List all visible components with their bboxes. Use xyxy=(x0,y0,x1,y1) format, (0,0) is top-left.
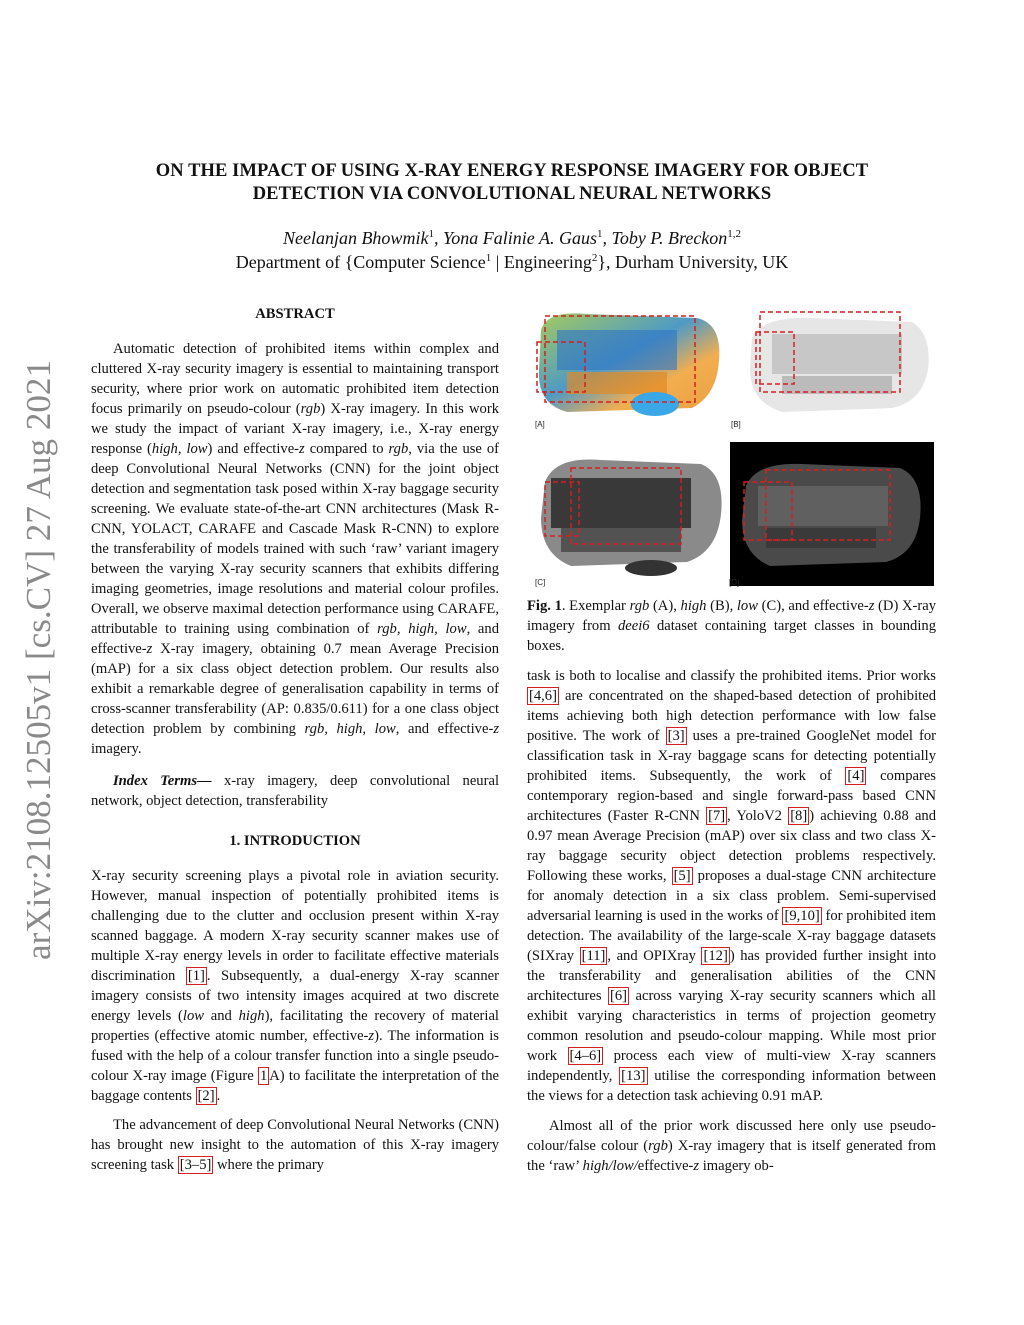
author-2: Yona Falinie A. Gaus xyxy=(442,228,597,248)
citation-link[interactable]: [2] xyxy=(197,1088,215,1104)
xray-image-low xyxy=(531,442,729,580)
citation-link[interactable]: [11] xyxy=(581,948,606,964)
citation-link[interactable]: [1] xyxy=(187,968,205,984)
panel-label-a: [A] xyxy=(535,420,545,429)
affiliation-sup-2: 2 xyxy=(591,252,598,264)
arxiv-identifier-text: arXiv:2108.12505v1 [cs.CV] 27 Aug 2021 xyxy=(19,361,58,960)
citation-link[interactable]: [12] xyxy=(703,948,728,964)
panel-label-d: [D] xyxy=(729,578,740,587)
panel-label-b: [B] xyxy=(731,420,741,429)
xray-image-effective-z xyxy=(730,442,934,586)
citation-link[interactable]: [7] xyxy=(708,808,726,824)
xray-image-rgb xyxy=(527,300,727,424)
author-sep: , xyxy=(433,228,443,248)
affiliation-post: }, Durham University, UK xyxy=(597,252,789,272)
author-sep: , xyxy=(602,228,612,248)
abstract-text: Automatic detection of prohibited items within complex and cluttered X-ray security imagery is essential to maintaining transport security, where prior work on automatic prohibited item detection focus primarily on pseudo-colour (rgb) X-ray imagery. In this work we study the impact of variant X-ray imagery, i.e., X-ray energy response (high, low) and effective-z compared to rgb, via the use of deep Convolutional Neural Networks (CNN) for the joint object detection and segmentation task posed within X-ray baggage security screening. We evaluate state-of-the-art CNN architectures (Mask R-CNN, YOLACT, CARAFE and Cascade Mask R-CNN) to explore the transferability of models trained with such ‘raw’ variant imagery between the varying X-ray security scanners that exhibits differing imaging geometries, image resolutions and material colour profiles. Overall, we observe maximal detection performance using CARAFE, attributable to training using combination of rgb, high, low, and effective-z X-ray imagery, obtaining 0.7 mean Average Precision (mAP) for a six class object detection problem. Our results also exhibit a remarkable degree of generalisation capability in terms of cross-scanner transferability (AP: 0.835/0.611) for a one class object detection problem by combining rgb, high, low, and effective-z imagery. xyxy=(91,341,500,757)
arxiv-identifier xyxy=(8,350,64,970)
affiliation-pre: Department of {Computer Science xyxy=(235,252,486,272)
author-2-affil: 1 xyxy=(596,228,603,240)
citation-link[interactable]: [5] xyxy=(673,868,691,884)
citation-link[interactable]: [9,10] xyxy=(784,908,820,924)
panel-label-c: [C] xyxy=(535,578,546,587)
citation-link[interactable]: [13] xyxy=(621,1068,646,1084)
paper-title xyxy=(90,160,934,206)
citation-link[interactable]: [6] xyxy=(610,988,628,1004)
figure-1 xyxy=(527,300,936,592)
xray-image-high xyxy=(732,304,936,420)
citation-link[interactable]: [8] xyxy=(790,808,808,824)
author-3-affil: 1,2 xyxy=(727,228,742,240)
figure-caption: Fig. 1. Exemplar rgb (A), high (B), low (C), and effective-z (D) X-ray imagery from deei6 dataset containing target classes in bounding boxes. xyxy=(527,598,936,654)
title-line-2: DETECTION VIA CONVOLUTIONAL NEURAL NETWORKS xyxy=(252,184,772,204)
title-line-1: ON THE IMPACT OF USING X-RAY ENERGY RESPONSE IMAGERY FOR OBJECT xyxy=(155,161,869,181)
intro-paragraph-1: X-ray security screening plays a pivotal role in aviation security. However, manual inspection of potentially prohibited items is challenging due to the clutter and occlusion present within X-ray scanned baggage. A modern X-ray security scanner makes use of multiple X-ray energy levels in order to facilitate effective materials discrimination [1] . Subsequently, a dual-energy X-ray scanner imagery consists of two intensity images acquired at two discrete energy levels (low and high), facilitating the recovery of material properties (effective atomic number, effective-z). The information is fused with the help of a colour transfer function into a single pseudo-colour X-ray image (Figure 1 A) to facilitate the interpretation of the baggage contents [2] . xyxy=(91,868,499,1104)
affiliation xyxy=(90,246,934,274)
affiliation-sup-1: 1 xyxy=(485,252,492,264)
right-paragraph-2: Almost all of the prior work discussed here only use pseudo-colour/false colour (rgb) X-ray imagery that is itself generated from the ‘raw’ high/low/effective-z imagery ob- xyxy=(527,1118,936,1174)
introduction-heading: 1. INTRODUCTION xyxy=(229,833,361,849)
left-column xyxy=(91,304,499,1175)
index-terms: Index Terms— x-ray imagery, deep convolutional neural network, object detection, transferability xyxy=(91,773,499,809)
right-column xyxy=(527,666,936,1176)
citation-link[interactable]: [3–5] xyxy=(179,1157,212,1173)
author-1: Neelanjan Bhowmik xyxy=(282,228,429,248)
affiliation-mid: | Engineering xyxy=(491,252,592,272)
author-1-affil: 1 xyxy=(428,228,434,240)
figure-link[interactable]: 1 xyxy=(259,1068,268,1084)
abstract-heading: ABSTRACT xyxy=(255,306,335,322)
citation-link[interactable]: [4–6] xyxy=(569,1048,602,1064)
intro-paragraph-2: The advancement of deep Convolutional Neural Networks (CNN) has brought new insight to the automation of this X-ray imagery screening task [3–5] where the primary xyxy=(91,1117,499,1173)
author-3: Toby P. Breckon xyxy=(611,228,728,248)
citation-link[interactable]: [4] xyxy=(847,768,865,784)
citation-link[interactable]: [4,6] xyxy=(529,688,557,704)
right-paragraph-1: task is both to localise and classify the prohibited items. Prior works [4,6] are concentrated on the shaped-based detection of prohibited items achieving both high detection performance with low false positive. The work of [3] uses a pre-trained GoogleNet model for classification task in X-ray baggage scans for detecting potentially prohibited items. Subsequently, the work of [4] compares contemporary region-based and single forward-pass based CNN architectures (Faster R-CNN [7] , YoloV2 [8] ) achieving 0.88 and 0.97 mean Average Precision (mAP) over six class and two class X-ray baggage security object detection problems respectively. Following these works, [5] proposes a dual-stage CNN architecture for anomaly detection in a six class problem. Semi-supervised adversarial learning is used in the works of [9,10] for prohibited item detection. The availability of the large-scale X-ray baggage datasets (SIXray [11] , and OPIXray [12] ) has provided further insight into the transferability and generalisation abilities of the CNN architectures [6] across varying X-ray security scanners which all exhibit varying characteristics in terms of projection geometry common resolution and pseudo-colour mapping. While most prior work [4–6] process each view of multi-view X-ray scanners independently, [13] utilise the corresponding information between the views for a detection task achieving 0.91 mAP. xyxy=(527,668,937,1104)
citation-link[interactable]: [3] xyxy=(667,728,685,744)
